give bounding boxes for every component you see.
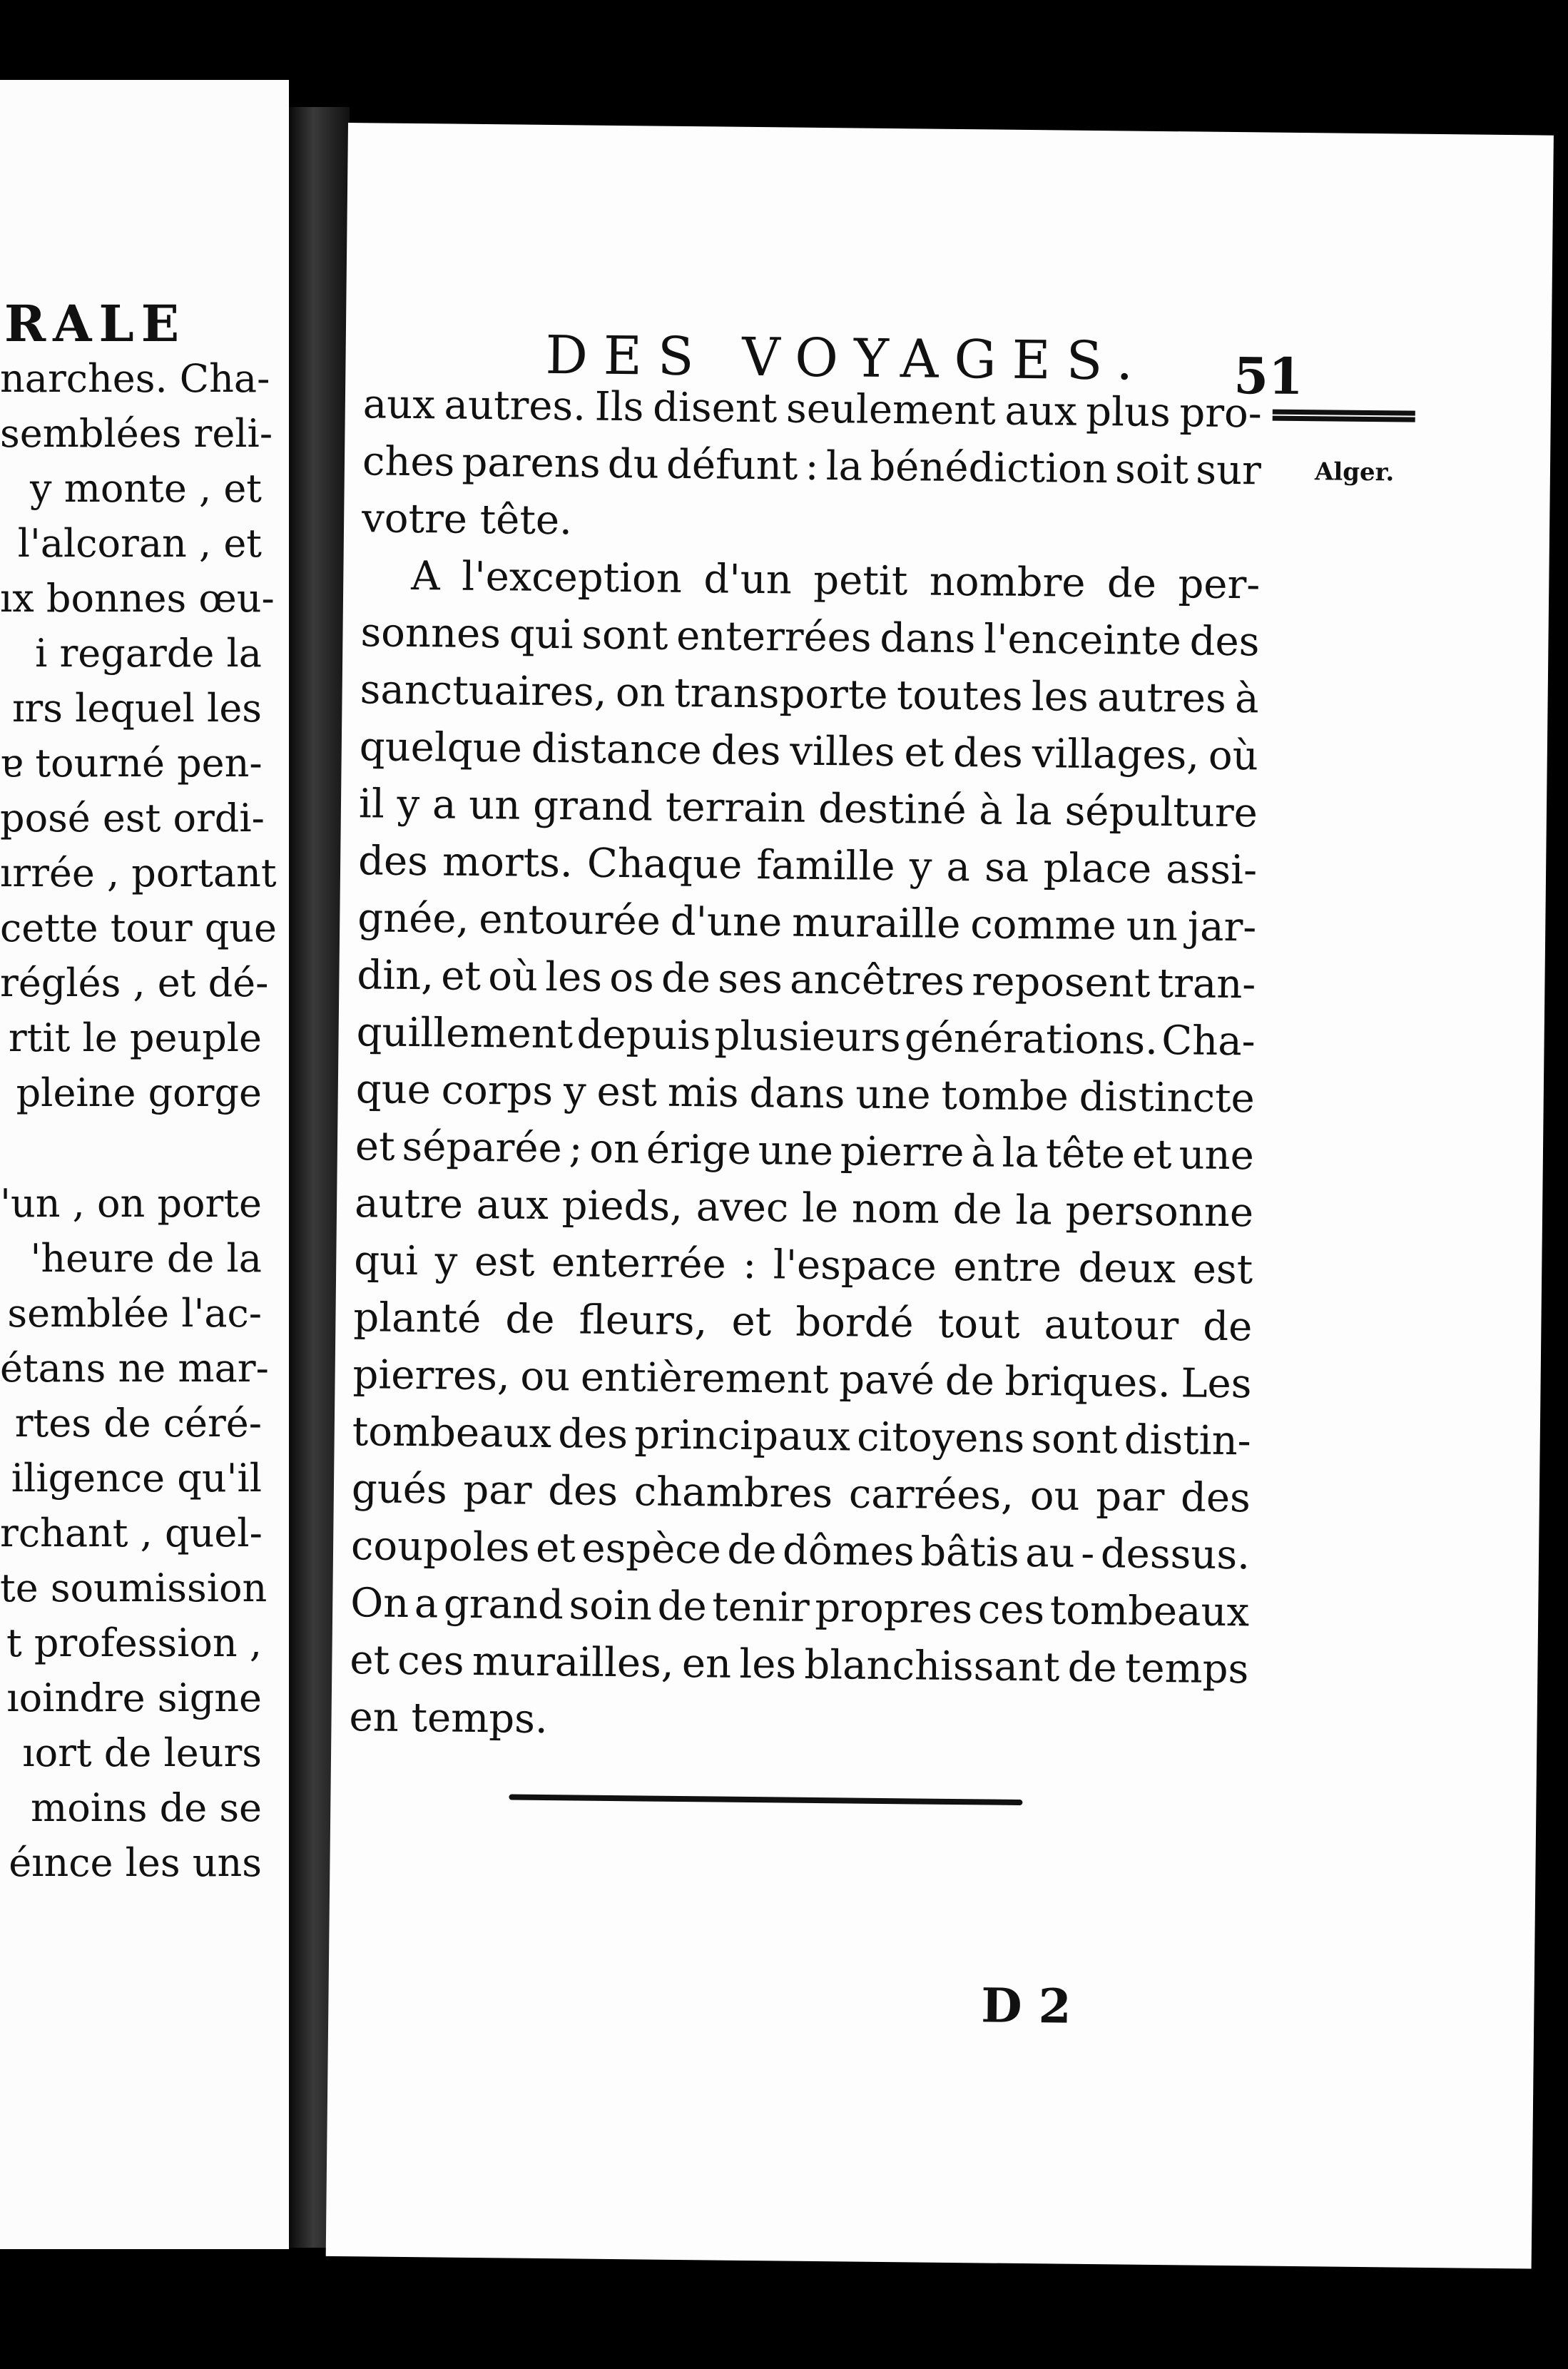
text-line: et séparée ; on érige une pierre à la tête et une	[355, 1123, 1255, 1180]
left-page-line: i regarde la	[35, 631, 262, 676]
paragraph-gap	[0, 1120, 289, 1176]
text-line: pierres, ou entièrement pavé de briques. Les	[352, 1351, 1252, 1408]
text-line: que corps y est mis dans une tombe distincte	[355, 1066, 1255, 1122]
left-page-line: 'un , on porte	[0, 1181, 262, 1226]
text-line: aux autres. Ils disent seulement aux plus pro-	[362, 381, 1263, 437]
left-page	[0, 80, 289, 2249]
text-line: On a grand soin de tenir propres ces tombeaux	[350, 1580, 1250, 1636]
text-line: ches parens du défunt : la bénédiction soit sur	[362, 438, 1262, 494]
text-line: planté de fleurs, et bordé tout autour de	[353, 1294, 1253, 1351]
text-line: gnée, entourée d'une muraille comme un jar-	[357, 895, 1257, 951]
left-page-line: ıoindre signe	[6, 1675, 262, 1720]
margin-rule	[1273, 410, 1415, 422]
left-page-line: rtit le peuple	[8, 1015, 262, 1060]
left-page-line: narches. Cha-	[0, 356, 270, 401]
text-line: votre tête.	[361, 495, 573, 544]
left-page-line: pleine gorge	[16, 1070, 262, 1115]
left-page-line: y monte , et	[30, 466, 262, 511]
left-page-line: éınce les uns	[9, 1840, 262, 1885]
left-page-header: RALE	[4, 294, 187, 353]
left-page-line: rchant , quel-	[0, 1511, 263, 1556]
body-text	[349, 376, 1262, 1755]
page-number: 51	[1233, 346, 1304, 407]
left-page-line: ɪrs lequel les	[12, 686, 262, 731]
text-line: quillement depuis plusieurs générations. Cha-	[356, 1009, 1256, 1065]
signature-mark: D 2	[981, 1977, 1071, 2034]
text-line: sonnes qui sont enterrées dans l'enceinte des	[360, 609, 1260, 666]
left-page-line: semblée l'ac-	[7, 1291, 262, 1336]
left-page-line: semblées reli-	[0, 411, 273, 456]
text-line: qui y est enterrée : l'espace entre deux est	[353, 1237, 1253, 1294]
left-page-line: réglés , et dé-	[0, 960, 269, 1005]
margin-note: Alger.	[1314, 457, 1395, 487]
left-page-text	[0, 351, 289, 1890]
end-rule	[509, 1794, 1022, 1805]
left-page-line: l'alcoran , et	[17, 521, 262, 566]
left-page-line: 'heure de la	[30, 1236, 262, 1281]
text-line: gués par des chambres carrées, ou par des	[351, 1466, 1251, 1522]
left-page-line: cette tour que	[0, 906, 277, 950]
text-line: sanctuaires, on transporte toutes les autres à	[360, 666, 1259, 723]
running-head: DES VOYAGES.	[545, 324, 1149, 392]
left-page-line: ɐ tourné pen-	[0, 741, 263, 786]
left-page-line: rtes de céré-	[14, 1401, 262, 1446]
text-line: en temps.	[349, 1694, 549, 1743]
text-line: A l'exception d'un petit nombre de per-	[411, 552, 1261, 609]
left-page-line: ıort de leurs	[22, 1730, 262, 1775]
left-page-line: ıx bonnes œu-	[0, 576, 275, 621]
left-page-line: iligence qu'il	[11, 1456, 262, 1501]
left-page-line: moins de se	[31, 1785, 262, 1830]
left-page-line: te soumission	[0, 1566, 268, 1610]
text-line: din, et où les os de ses ancêtres reposent tran-	[357, 952, 1256, 1008]
text-line: quelque distance des villes et des villages, où	[359, 724, 1259, 780]
left-page-line: ırrée , portant	[0, 851, 277, 896]
left-page-line: posé est ordi-	[0, 796, 265, 841]
text-line: et ces murailles, en les blanchissant de temps	[350, 1637, 1249, 1693]
text-line: tombeaux des principaux citoyens sont distin-	[352, 1409, 1251, 1465]
left-page-line: étans ne mar-	[0, 1346, 269, 1391]
book-page	[326, 123, 1554, 2269]
text-line: des morts. Chaque famille y a sa place assi-	[357, 838, 1258, 894]
text-line: coupoles et espèce de dômes bâtis au - dessus.	[350, 1523, 1251, 1579]
text-line: il y a un grand terrain destiné à la sépulture	[358, 781, 1258, 837]
left-page-line: t profession ,	[6, 1620, 262, 1665]
text-line: autre aux pieds, avec le nom de la personne	[354, 1180, 1254, 1237]
